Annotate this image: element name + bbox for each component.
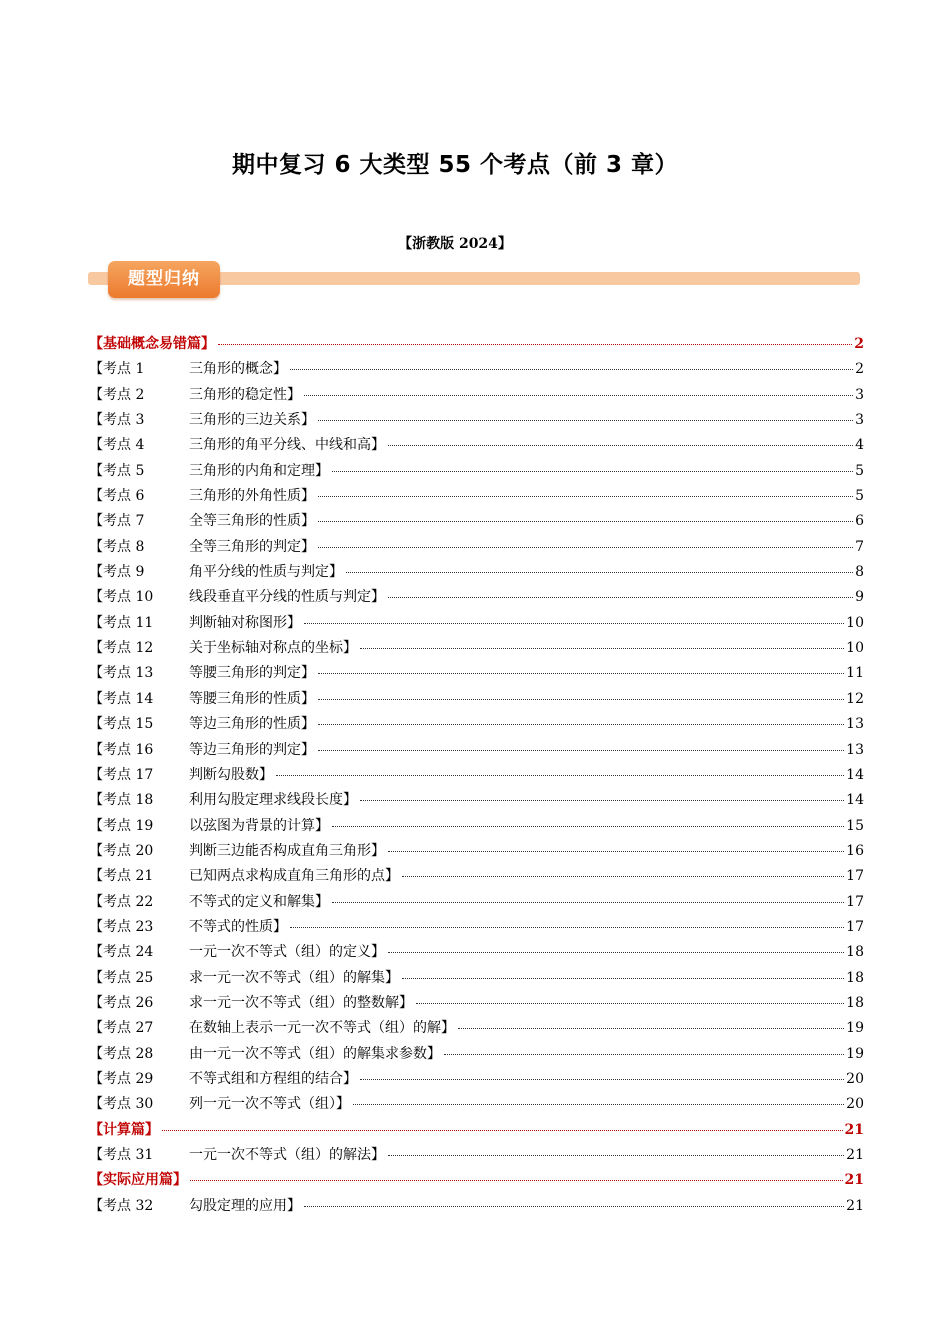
toc-entry-number: 【考点 2 xyxy=(89,386,145,403)
toc-entry-text: 三角形的内角和定理】 xyxy=(189,462,329,479)
toc-entry-label xyxy=(89,891,329,911)
toc-item-row[interactable] xyxy=(89,612,864,637)
toc-page-number: 5 xyxy=(855,488,864,505)
toc-leader-dots xyxy=(332,471,853,472)
toc-item-row[interactable] xyxy=(89,1195,864,1220)
toc-entry-label xyxy=(89,941,385,961)
toc-leader-dots xyxy=(318,750,844,751)
toc-page-number: 14 xyxy=(846,766,864,783)
toc-page-number: 21 xyxy=(844,1121,864,1138)
toc-entry-number: 【考点 5 xyxy=(89,462,145,479)
toc-entry-label xyxy=(89,612,301,632)
toc-page-number: 20 xyxy=(846,1096,864,1113)
toc-page-number: 9 xyxy=(855,589,864,606)
toc-entry-label xyxy=(89,865,399,885)
toc-leader-dots xyxy=(318,547,853,548)
toc-entry-number: 【考点 26 xyxy=(89,994,154,1011)
toc-entry-label xyxy=(89,536,315,556)
toc-entry-text: 判断三边能否构成直角三角形】 xyxy=(189,842,385,859)
toc-item-row[interactable] xyxy=(89,815,864,840)
toc-page-number: 2 xyxy=(854,336,864,352)
toc-page-number: 15 xyxy=(846,817,864,834)
toc-entry-number: 【考点 25 xyxy=(89,969,154,986)
toc-entry-number: 【考点 10 xyxy=(89,589,154,606)
toc-entry-text: 三角形的三边关系】 xyxy=(189,412,315,429)
toc-leader-dots xyxy=(290,927,844,928)
toc-page-number: 21 xyxy=(846,1197,864,1214)
toc-page-number: 2 xyxy=(855,361,864,378)
toc-entry-label xyxy=(89,586,385,606)
toc-entry-number: 【考点 23 xyxy=(89,918,154,935)
toc-entry-label xyxy=(89,460,329,480)
toc-leader-dots xyxy=(318,496,853,497)
toc-page-number: 14 xyxy=(846,792,864,809)
toc-entry-number: 【考点 4 xyxy=(89,437,145,454)
toc-leader-dots xyxy=(402,978,844,979)
toc-page-number: 3 xyxy=(855,412,864,429)
toc-entry-text: 不等式组和方程组的结合】 xyxy=(189,1070,357,1087)
toc-entry-text: 不等式的定义和解集】 xyxy=(189,893,329,910)
toc-entry-number: 【考点 9 xyxy=(89,564,145,581)
toc-entry-label xyxy=(89,1169,187,1189)
toc-entry-number: 【考点 3 xyxy=(89,412,145,429)
toc-page-number: 18 xyxy=(846,944,864,961)
toc-entry-label xyxy=(89,1068,357,1088)
toc-entry-label xyxy=(89,840,385,860)
toc-entry-text: 已知两点求构成直角三角形的点】 xyxy=(189,868,399,885)
toc-section-row[interactable] xyxy=(89,1119,864,1144)
toc-entry-text: 角平分线的性质与判定】 xyxy=(189,564,343,581)
toc-entry-text: 勾股定理的应用】 xyxy=(189,1197,301,1214)
toc-entry-label xyxy=(89,1043,441,1063)
toc-entry-number: 【考点 7 xyxy=(89,513,145,530)
toc-item-row[interactable] xyxy=(89,409,864,434)
toc-entry-number: 【考点 22 xyxy=(89,893,154,910)
toc-section-row[interactable] xyxy=(89,333,864,358)
toc-entry-label xyxy=(89,764,273,784)
toc-entry-number: 【考点 12 xyxy=(89,640,154,657)
toc-leader-dots xyxy=(360,800,844,801)
toc-entry-label xyxy=(89,561,343,581)
toc-item-row[interactable] xyxy=(89,865,864,890)
toc-leader-dots xyxy=(360,648,844,649)
toc-entry-label xyxy=(89,384,301,404)
toc-entry-label xyxy=(89,1195,301,1215)
toc-item-row[interactable] xyxy=(89,764,864,789)
toc-entry-text: 一元一次不等式（组）的定义】 xyxy=(189,944,385,961)
toc-entry-label xyxy=(89,485,315,505)
toc-item-row[interactable] xyxy=(89,941,864,966)
toc-entry-number: 【考点 13 xyxy=(89,665,154,682)
toc-entry-label xyxy=(89,739,315,759)
toc-entry-label xyxy=(89,789,357,809)
toc-entry-text: 三角形的概念】 xyxy=(189,361,287,378)
toc-entry-text: 【计算篇】 xyxy=(89,1121,159,1138)
toc-item-row[interactable] xyxy=(89,536,864,561)
toc-page-number: 21 xyxy=(846,1147,864,1163)
toc-leader-dots xyxy=(360,1079,844,1080)
toc-entry-text: 关于坐标轴对称点的坐标】 xyxy=(189,640,357,657)
toc-entry-label xyxy=(89,967,399,987)
toc-page-number: 13 xyxy=(846,716,864,733)
toc-item-row[interactable] xyxy=(89,1093,864,1118)
toc-page-number: 3 xyxy=(855,386,864,403)
toc-entry-number: 【考点 8 xyxy=(89,538,145,555)
toc-entry-number: 【考点 1 xyxy=(89,361,145,378)
toc-entry-label xyxy=(89,688,315,708)
toc-page-number: 13 xyxy=(846,741,864,758)
toc-entry-text: 判断勾股数】 xyxy=(189,766,273,783)
toc-leader-dots xyxy=(276,775,844,776)
toc-leader-dots xyxy=(416,1003,844,1004)
toc-page-number: 19 xyxy=(846,1045,864,1062)
toc-entry-label xyxy=(89,815,329,835)
toc-page-number: 4 xyxy=(855,437,864,454)
toc-entry-number: 【考点 15 xyxy=(89,716,154,733)
toc-section-row[interactable] xyxy=(89,1169,864,1194)
toc-entry-text: 【实际应用篇】 xyxy=(89,1172,187,1189)
toc-leader-dots xyxy=(318,673,844,674)
toc-entry-text: 等腰三角形的性质】 xyxy=(189,690,315,707)
toc-leader-dots xyxy=(318,699,844,700)
toc-entry-number: 【考点 6 xyxy=(89,488,145,505)
toc-entry-text: 全等三角形的判定】 xyxy=(189,538,315,555)
toc-entry-number: 【考点 28 xyxy=(89,1045,154,1062)
toc-entry-number: 【考点 11 xyxy=(89,614,154,631)
toc-page-number: 6 xyxy=(855,513,864,530)
section-banner-tab: 题型归纳 xyxy=(108,261,220,298)
toc-item-row[interactable] xyxy=(89,739,864,764)
toc-item-row[interactable] xyxy=(89,992,864,1017)
toc-entry-number: 【考点 29 xyxy=(89,1070,154,1087)
toc-item-row[interactable] xyxy=(89,713,864,738)
toc-entry-label xyxy=(89,662,315,682)
toc-entry-number: 【考点 16 xyxy=(89,741,154,758)
toc-entry-text: 在数轴上表示一元一次不等式（组）的解】 xyxy=(189,1020,455,1037)
toc-leader-dots xyxy=(218,344,852,345)
toc-leader-dots xyxy=(318,521,853,522)
toc-entry-text: 等边三角形的判定】 xyxy=(189,741,315,758)
toc-item-row[interactable] xyxy=(89,460,864,485)
toc-entry-number: 【考点 27 xyxy=(89,1020,154,1037)
toc-page-number: 18 xyxy=(846,969,864,986)
toc-item-row[interactable] xyxy=(89,891,864,916)
toc-leader-dots xyxy=(388,445,853,446)
toc-entry-label xyxy=(89,992,413,1012)
toc-item-row[interactable] xyxy=(89,916,864,941)
toc-leader-dots xyxy=(332,826,844,827)
toc-entry-text: 【基础概念易错篇】 xyxy=(89,336,215,352)
toc-page-number: 16 xyxy=(846,842,864,859)
toc-leader-dots xyxy=(162,1130,843,1131)
toc-leader-dots xyxy=(388,952,844,953)
toc-page-number: 19 xyxy=(846,1020,864,1037)
toc-item-row[interactable] xyxy=(89,358,864,383)
toc-leader-dots xyxy=(353,1104,844,1105)
toc-page-number: 17 xyxy=(846,868,864,885)
toc-page-number: 10 xyxy=(846,614,864,631)
toc-leader-dots xyxy=(388,851,844,852)
toc-leader-dots xyxy=(318,724,844,725)
toc-entry-number: 【考点 19 xyxy=(89,817,154,834)
document-title: 期中复习 6 大类型 55 个考点（前 3 章） xyxy=(231,152,679,178)
toc-entry-text: 全等三角形的性质】 xyxy=(189,513,315,530)
toc-page-number: 8 xyxy=(855,564,864,581)
toc-entry-number: 【考点 17 xyxy=(89,766,154,783)
toc-entry-number: 【考点 31 xyxy=(89,1147,154,1163)
toc-leader-dots xyxy=(318,420,853,421)
toc-entry-label xyxy=(89,916,287,936)
toc-item-row[interactable] xyxy=(89,586,864,611)
toc-leader-dots xyxy=(444,1054,844,1055)
toc-entry-label xyxy=(89,409,315,429)
toc-entry-text: 三角形的外角性质】 xyxy=(189,488,315,505)
toc-entry-label xyxy=(89,1119,159,1139)
toc-leader-dots xyxy=(458,1028,844,1029)
toc-entry-text: 等边三角形的性质】 xyxy=(189,716,315,733)
toc-entry-text: 利用勾股定理求线段长度】 xyxy=(189,792,357,809)
toc-page-number: 10 xyxy=(846,640,864,657)
edition-label: 【浙教版 2024】 xyxy=(398,236,512,252)
toc-entry-label xyxy=(89,333,215,353)
toc-item-row[interactable] xyxy=(89,967,864,992)
toc-entry-number: 【考点 32 xyxy=(89,1197,154,1214)
toc-leader-dots xyxy=(304,1206,844,1207)
toc-entry-text: 一元一次不等式（组）的解法】 xyxy=(189,1147,385,1163)
toc-entry-label xyxy=(89,1017,455,1037)
toc-entry-text: 三角形的稳定性】 xyxy=(189,386,301,403)
table-of-contents xyxy=(89,333,864,1220)
toc-entry-number: 【考点 18 xyxy=(89,792,154,809)
toc-item-row[interactable] xyxy=(89,688,864,713)
toc-page-number: 18 xyxy=(846,994,864,1011)
toc-item-row[interactable] xyxy=(89,1043,864,1068)
toc-entry-text: 求一元一次不等式（组）的整数解】 xyxy=(189,994,413,1011)
toc-item-row[interactable] xyxy=(89,561,864,586)
toc-item-row[interactable] xyxy=(89,637,864,662)
toc-item-row[interactable] xyxy=(89,1144,864,1169)
toc-entry-label xyxy=(89,434,385,454)
toc-item-row[interactable] xyxy=(89,840,864,865)
toc-entry-text: 等腰三角形的判定】 xyxy=(189,665,315,682)
toc-entry-number: 【考点 20 xyxy=(89,842,154,859)
toc-entry-number: 【考点 21 xyxy=(89,868,154,885)
toc-leader-dots xyxy=(346,572,853,573)
toc-leader-dots xyxy=(290,369,853,370)
toc-entry-text: 以弦图为背景的计算】 xyxy=(189,817,329,834)
toc-leader-dots xyxy=(190,1180,843,1181)
toc-entry-number: 【考点 14 xyxy=(89,690,154,707)
toc-entry-label xyxy=(89,637,357,657)
toc-entry-label xyxy=(89,358,287,378)
toc-item-row[interactable] xyxy=(89,510,864,535)
toc-item-row[interactable] xyxy=(89,1017,864,1042)
toc-leader-dots xyxy=(388,597,853,598)
toc-entry-label xyxy=(89,510,315,530)
toc-page-number: 17 xyxy=(846,918,864,935)
toc-item-row[interactable] xyxy=(89,789,864,814)
toc-page-number: 21 xyxy=(844,1172,864,1189)
toc-leader-dots xyxy=(332,902,844,903)
toc-entry-text: 由一元一次不等式（组）的解集求参数】 xyxy=(189,1045,441,1062)
toc-item-row[interactable] xyxy=(89,1068,864,1093)
toc-entry-text: 求一元一次不等式（组）的解集】 xyxy=(189,969,399,986)
toc-entry-label xyxy=(89,713,315,733)
toc-page-number: 11 xyxy=(846,665,864,682)
toc-leader-dots xyxy=(402,876,844,877)
toc-page-number: 12 xyxy=(846,690,864,707)
toc-item-row[interactable] xyxy=(89,662,864,687)
toc-entry-text: 判断轴对称图形】 xyxy=(189,614,301,631)
toc-entry-text: 线段垂直平分线的性质与判定】 xyxy=(189,589,385,606)
toc-entry-text: 三角形的角平分线、中线和高】 xyxy=(189,437,385,454)
toc-entry-text: 列一元一次不等式（组）】 xyxy=(189,1096,350,1113)
toc-leader-dots xyxy=(304,395,853,396)
toc-leader-dots xyxy=(304,623,844,624)
toc-item-row[interactable] xyxy=(89,485,864,510)
toc-entry-number: 【考点 30 xyxy=(89,1096,154,1113)
toc-page-number: 7 xyxy=(855,538,864,555)
toc-page-number: 20 xyxy=(846,1070,864,1087)
toc-page-number: 17 xyxy=(846,893,864,910)
toc-item-row[interactable] xyxy=(89,384,864,409)
toc-entry-text: 不等式的性质】 xyxy=(189,918,287,935)
toc-entry-label xyxy=(89,1144,385,1164)
toc-leader-dots xyxy=(388,1155,844,1156)
toc-entry-label xyxy=(89,1093,350,1113)
toc-entry-number: 【考点 24 xyxy=(89,944,154,961)
toc-item-row[interactable] xyxy=(89,434,864,459)
toc-page-number: 5 xyxy=(855,462,864,479)
